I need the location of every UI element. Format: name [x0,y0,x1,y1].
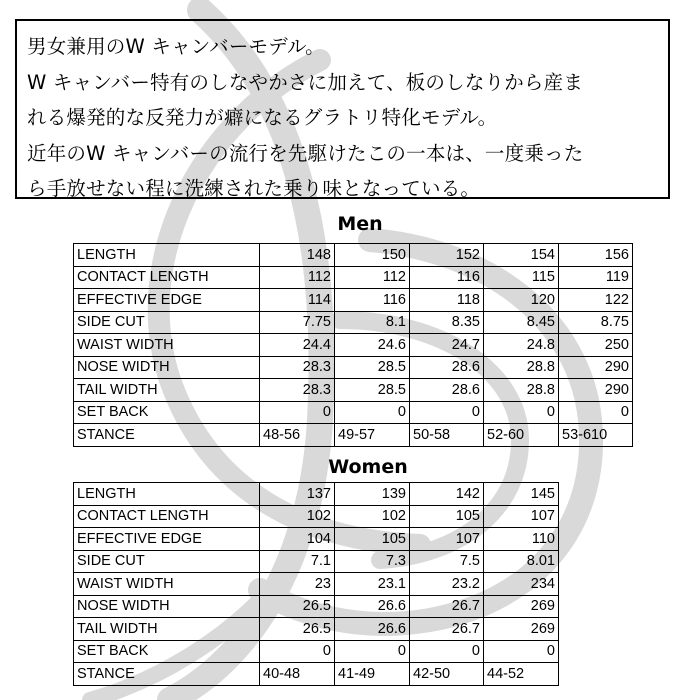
spec-value: 115 [484,266,559,289]
spec-value: 290 [559,379,633,402]
spec-label: CONTACT LENGTH [74,266,260,289]
spec-value: 24.4 [260,334,335,357]
spec-value: 28.5 [335,379,410,402]
table-row [74,550,559,573]
spec-label: STANCE [74,424,260,447]
spec-value: 28.5 [335,356,410,379]
spec-value: 104 [260,528,335,551]
spec-value: 250 [559,334,633,357]
spec-value: 28.6 [410,379,484,402]
spec-value: 150 [335,244,410,267]
spec-value: 0 [559,401,633,424]
spec-value: 28.3 [260,356,335,379]
spec-value: 28.8 [484,356,559,379]
spec-value: 41-49 [335,663,410,686]
spec-value: 0 [335,640,410,663]
spec-value: 26.6 [335,595,410,618]
spec-value: 0 [260,640,335,663]
spec-value: 118 [410,289,484,312]
table-row [74,289,633,312]
table-row [74,401,633,424]
spec-value: 0 [410,401,484,424]
spec-label: WAIST WIDTH [74,334,260,357]
spec-value: 26.6 [335,618,410,641]
spec-value: 24.8 [484,334,559,357]
spec-value: 154 [484,244,559,267]
spec-value: 7.75 [260,311,335,334]
spec-value: 145 [484,483,559,506]
table-row [74,663,559,686]
spec-value: 53-610 [559,424,633,447]
table-row [74,266,633,289]
men-spec-table [73,243,633,447]
spec-value: 42-50 [410,663,484,686]
spec-value: 24.6 [335,334,410,357]
table-row [74,595,559,618]
spec-value: 105 [335,528,410,551]
table-row [74,528,559,551]
table-row [74,640,559,663]
spec-value: 50-58 [410,424,484,447]
spec-value: 137 [260,483,335,506]
spec-value: 26.5 [260,595,335,618]
spec-value: 26.5 [260,618,335,641]
spec-label: TAIL WIDTH [74,379,260,402]
spec-value: 107 [410,528,484,551]
spec-value: 139 [335,483,410,506]
spec-value: 152 [410,244,484,267]
table-row [74,424,633,447]
spec-value: 114 [260,289,335,312]
spec-label: LENGTH [74,483,260,506]
spec-value: 116 [335,289,410,312]
spec-value: 23.2 [410,573,484,596]
spec-label: NOSE WIDTH [74,356,260,379]
spec-label: EFFECTIVE EDGE [74,289,260,312]
spec-value: 49-57 [335,424,410,447]
table-row [74,573,559,596]
spec-value: 269 [484,618,559,641]
spec-value: 0 [260,401,335,424]
spec-label: SET BACK [74,401,260,424]
spec-label: TAIL WIDTH [74,618,260,641]
spec-label: LENGTH [74,244,260,267]
spec-value: 28.3 [260,379,335,402]
description-line: 近年のW キャンバーの流行を先駆けたこの一本は、一度乗った [27,141,584,165]
women-section-title: Women [328,456,408,478]
spec-label: EFFECTIVE EDGE [74,528,260,551]
spec-value: 0 [484,640,559,663]
spec-value: 8.75 [559,311,633,334]
spec-value: 23 [260,573,335,596]
spec-label: SET BACK [74,640,260,663]
spec-value: 0 [335,401,410,424]
spec-value: 116 [410,266,484,289]
spec-value: 8.45 [484,311,559,334]
spec-label: SIDE CUT [74,550,260,573]
spec-value: 148 [260,244,335,267]
spec-value: 0 [410,640,484,663]
spec-value: 107 [484,505,559,528]
men-section-title: Men [337,213,383,235]
spec-value: 112 [260,266,335,289]
spec-label: STANCE [74,663,260,686]
spec-value: 48-56 [260,424,335,447]
table-row [74,618,559,641]
spec-value: 142 [410,483,484,506]
spec-value: 234 [484,573,559,596]
spec-value: 28.6 [410,356,484,379]
spec-value: 23.1 [335,573,410,596]
spec-value: 102 [260,505,335,528]
spec-value: 119 [559,266,633,289]
spec-value: 269 [484,595,559,618]
table-row [74,379,633,402]
spec-label: NOSE WIDTH [74,595,260,618]
spec-value: 26.7 [410,618,484,641]
description-line: 男女兼用のW キャンバーモデル。 [27,35,325,58]
spec-value: 8.01 [484,550,559,573]
spec-value: 40-48 [260,663,335,686]
spec-value: 290 [559,356,633,379]
spec-value: 52-60 [484,424,559,447]
spec-value: 26.7 [410,595,484,618]
spec-value: 24.7 [410,334,484,357]
table-row [74,334,633,357]
spec-value: 44-52 [484,663,559,686]
spec-value: 7.5 [410,550,484,573]
spec-label: SIDE CUT [74,311,260,334]
table-row [74,483,559,506]
spec-value: 7.3 [335,550,410,573]
spec-value: 120 [484,289,559,312]
spec-label: CONTACT LENGTH [74,505,260,528]
spec-value: 102 [335,505,410,528]
spec-value: 110 [484,528,559,551]
description-box [15,19,670,199]
spec-value: 156 [559,244,633,267]
spec-value: 8.35 [410,311,484,334]
table-row [74,356,633,379]
spec-value: 8.1 [335,311,410,334]
spec-value: 122 [559,289,633,312]
table-row [74,244,633,267]
women-spec-table [73,482,559,686]
spec-value: 7.1 [260,550,335,573]
spec-value: 105 [410,505,484,528]
spec-value: 28.8 [484,379,559,402]
spec-label: WAIST WIDTH [74,573,260,596]
spec-value: 0 [484,401,559,424]
description-line: れる爆発的な反発力が癖になるグラトリ特化モデル。 [27,106,498,129]
description-line: ら手放せない程に洗練された乗り味となっている。 [27,177,481,200]
spec-value: 112 [335,266,410,289]
table-row [74,311,633,334]
table-row [74,505,559,528]
description-line: W キャンバー特有のしなやかさに加えて、板のしなりから産ま [27,70,584,94]
